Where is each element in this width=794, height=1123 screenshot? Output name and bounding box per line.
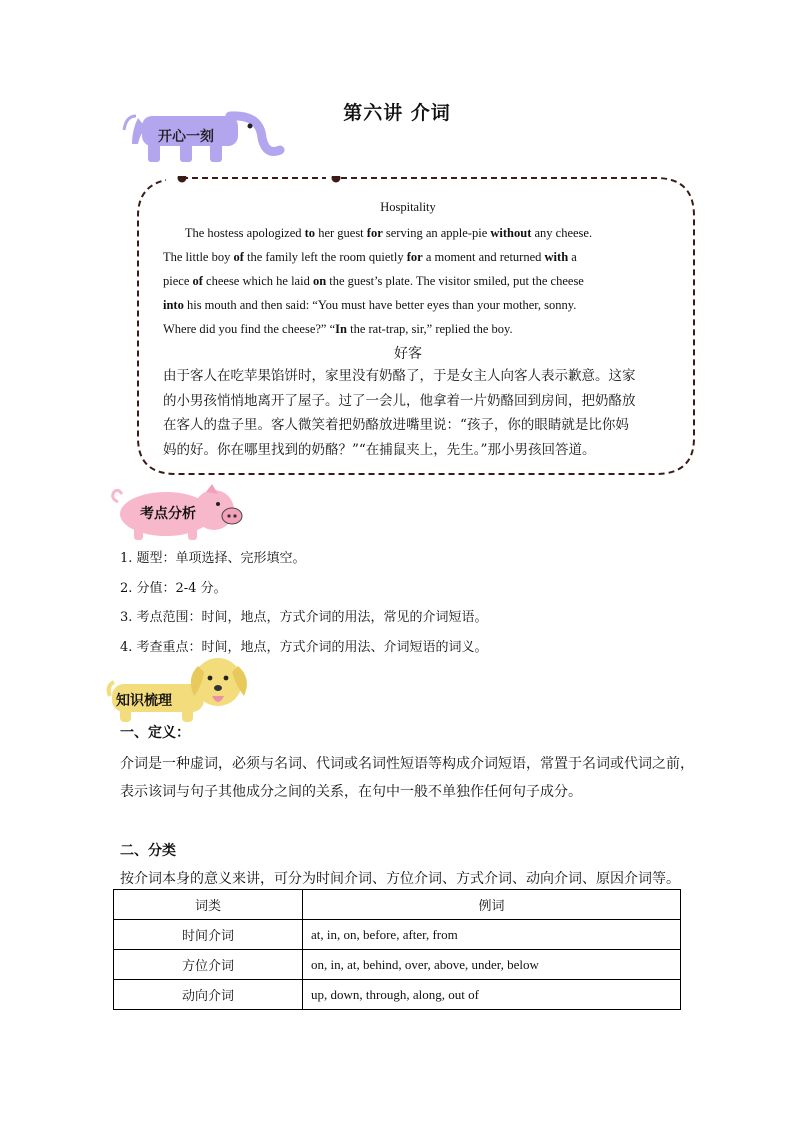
definition-line: 介词是一种虚词，必须与名词、代词或名词性短语等构成介词短语，常置于名词或代词之前， [120, 756, 694, 772]
story-cn-line: 在客人的盘子里。客人微笑着把奶酪放进嘴里说：“孩子，你的眼睛就是比你妈 [163, 417, 629, 433]
table-cell-examples: at, in, on, before, after, from [303, 920, 681, 950]
list-item: 3. 考点范围：时间，地点，方式介词的用法，常见的介词短语。 [120, 610, 488, 625]
definition-heading: 一、定义： [120, 725, 190, 741]
story-title-en: Hospitality [380, 200, 436, 214]
story-chinese-text [163, 364, 673, 462]
table-cell-examples: on, in, at, behind, over, above, under, below [303, 950, 681, 980]
exam-points-list [120, 544, 488, 662]
story-title-cn: 好客 [394, 346, 422, 362]
story-cn-line: 妈的好。你在哪里找到的奶酪？”“在捕鼠夹上，先生。”那小男孩回答道。 [163, 441, 596, 458]
definition-text [120, 750, 694, 806]
column-header: 例词 [303, 890, 681, 920]
table-row [114, 950, 681, 980]
table-row [114, 920, 681, 950]
column-header: 词类 [114, 890, 303, 920]
list-item: 1. 题型：单项选择、完形填空。 [120, 551, 306, 566]
fun-moment-label: 开心一刻 [158, 129, 214, 145]
exam-analysis-label: 考点分析 [140, 506, 196, 522]
story-english-text: The hostess apologized to her guest for serving an apple-pie without any cheese. The little boy of the family left the room quietly for a moment and returned with a piece of cheese which he laid on the guest’s plate. The visitor smiled, put the cheese into his mouth and then said: “You must have better eyes than your mother, sonny. Where did you find the cheese?” “In the rat-trap, sir,” replied the boy. [163, 226, 593, 336]
table-header-row [114, 890, 681, 920]
definition-line: 表示该词与句子其他成分之间的关系，在句中一般不单独作任何句子成分。 [120, 784, 582, 800]
story-cn-line: 由于客人在吃苹果馅饼时，家里没有奶酪了，于是女主人向客人表示歉意。这家 [163, 368, 636, 384]
table-cell-examples: up, down, through, along, out of [303, 980, 681, 1010]
table-row [114, 980, 681, 1010]
page-title: 第六讲 介词 [343, 102, 451, 124]
story-cn-line: 的小男孩悄悄地离开了屋子。过了一会儿，他拿着一片奶酪回到房间，把奶酪放 [163, 392, 636, 409]
table-cell-type: 时间介词 [114, 920, 303, 950]
table-cell-type: 动向介词 [114, 980, 303, 1010]
table-cell-type: 方位介词 [114, 950, 303, 980]
classification-intro: 按介词本身的意义来讲，可分为时间介词、方位介词、方式介词、动向介词、原因介词等。 [120, 871, 680, 887]
knowledge-label: 知识梳理 [116, 693, 172, 709]
list-item: 4. 考查重点：时间，地点，方式介词的用法、介词短语的词义。 [120, 639, 488, 655]
list-item: 2. 分值：2-4 分。 [120, 580, 227, 596]
classification-heading: 二、分类 [120, 843, 176, 859]
preposition-table [113, 889, 681, 1010]
